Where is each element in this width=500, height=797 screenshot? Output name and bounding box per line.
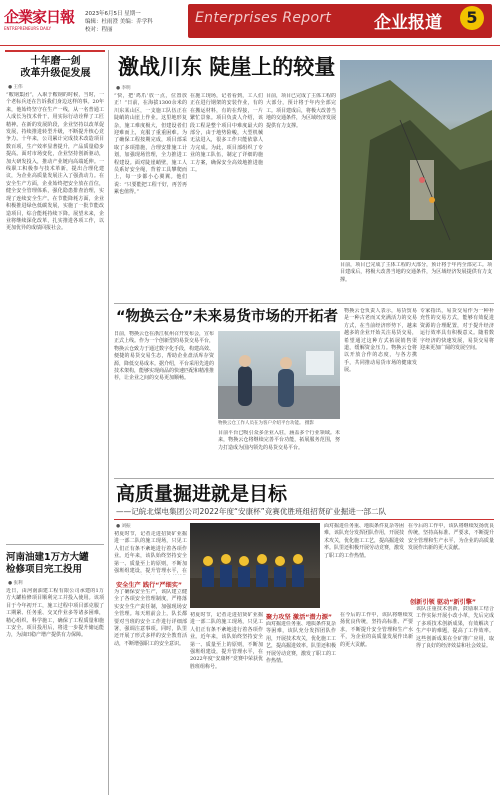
newspaper-logo-en: ENTREPRENEURS DAILY [4,26,52,31]
left-headline: 十年磨一剑 改革升级促发展 [20,56,91,79]
mine-team-scene [190,523,320,608]
feature3-body-col5: 在今后的工作中，该队将继续发扬优良传统，坚持高标准、严要求，不断提升安全管理和生产水平，为企业的高质量发展作出新的更大贡献。 [340,612,413,648]
feature3-body-col2: 初夏时节，记者走进招贤矿业掘进一部二队的施工现场，只见工人们正有条不紊地进行着各项作业。近年来，该队始终坚持安全第一、质量至上的原则，不断加强班组建设，提升管理水平，在2022年度“安康杯”竞赛中荣获优胜班组称号。 [190,612,263,670]
feature3-section-2: 聚力攻坚 激活“潜力源” [266,614,332,621]
feature3-body-top-right: 面对掘进任务重、地质条件复杂等困难，该队充分发挥团队作用，开展技术攻关，优化施工工艺，提高掘进效率。队里还积极开展劳动竞赛，激发了职工的工作热情。 [324,523,404,559]
feature3-body-col6: 该队注重技术创新，鼓励职工结合工作实际开展小改小革，先后完成了多项技术创新成果，有效解决了生产中的难题，提高了工作效率。这些创新成果在全矿推广应用，取得了良好的经济效益和社会效益。 [416,606,494,650]
issue-proofreader: 校对：程丽 [85,27,113,33]
page-number: 5 [460,6,484,30]
feature3-body-col1: 为了确保安全生产，该队建立健全了各项安全管理制度，严格落实安全生产责任制，加强现场安全管理。每天班前会上，队长都要对当班的安全工作进行详细部署，强调注意事项。同时，队里还开展了形式多样的安全教育活动，不断增强职工的安全意识。 [114,589,187,647]
office-scene [218,331,340,419]
left-article-body-2: 近日，由河南油建工程有限公司承建的1万方大罐检修项目顺利完工并投入使用。该项目于今年初开工，施工过程中项目部克服了工期紧、任务重、交叉作业多等诸多困难，精心组织、科学施工，确保了工程质量和施工安全。项目投用后，将进一步提升储运能力，为油田稳产增产提供有力保障。 [6,588,104,639]
main-photo-caption: 目前，项目已完成了主体工程的大部分，预计将于年内全部完工。项目建成后，将极大改善当地的交通条件，为区域经济发展提供有力支撑。 [340,262,492,283]
left-column-divider [6,544,104,545]
issue-info [85,10,180,34]
feature3-subtitle: ——记皖北煤电集团公司2022年度“安康杯”竞赛优胜班组招贤矿业掘进一部二队 [116,507,387,516]
left-article-body: “鞍钢集团”，入职于鞍钢的时候，当时，一个老标兵还在告诉我们身边这样的事。20年来，他始终坚守在生产一线，从一名普通工人成长为技术骨干，用实际行动诠释了工匠精神。在新的发展阶段，企业坚持以改革促发展，持续推进转型升级，不断提升核心竞争力。十年来，公司累计完成技术改造项目数百项，生产效率显著提升，产品质量稳步提高。面对市场变化，企业坚持创新驱动，加大研发投入，推动产业链向高端延伸。一线职工积极参与技术革新，提出合理化建议，为企业高质量发展注入了强劲动力。在安全生产方面，企业始终把安全放在首位，健全安全管理体系，强化隐患排查治理，实现了连续安全生产。在节能降耗方面，企业积极推进绿色低碳发展，实施了一批节能改造项目，综合能耗持续下降。展望未来，企业将继续深化改革，扎实推进各项工作，以更加优异的成绩回报社会。 [6,92,104,232]
newspaper-logo: 企業家日報 [4,8,75,26]
section-title-cn: 企业报道 [374,13,442,33]
feature2-caption: 物换云仓工作人员在为客户介绍平台功能。 摄影 [218,421,314,426]
feature2-body-col1: 日前，物换云仓在浙江杭州召开发布会，宣布正式上线。作为一个创新型的易货交易平台，物换云仓致力于通过数字化手段，构建高效、便捷的易货交易生态，帮助企业盘活库存资源，降低交易成本。据介绍，平台采用先进的技术架构，能够实现商品的快速匹配和精准推荐，让企业之间的交易更加顺畅。 [114,331,214,382]
main-photo-cliff [340,60,492,260]
main-body-col3: 目前，项目已完成了主体工程的大部分，预计将于年内全部完工。项目建成后，将极大改善当地的交通条件，为区域经济发展提供有力支撑。 [266,93,336,129]
column-separator [108,50,109,795]
feature2-divider [114,478,494,479]
feature3-body-col4-top: 在今后的工作中，该队将继续发扬优良传统，坚持高标准、严要求，不断提升安全管理和生产水平，为企业的高质量发展作出新的更大贡献。 [408,523,494,552]
issue-date: 2023年6月5日 星期一 [85,11,141,17]
main-byline: ● 李明 [116,86,131,91]
feature3-body-intro: 初夏时节，记者走进招贤矿业掘进一部二队的施工现场，只见工人们正有条不紊地进行着各项作业。近年来，该队始终坚持安全第一、质量至上的原则，不断加强班组建设，提升管理水平，在 [114,531,187,575]
main-body-col2: 在施工现场，记者看到，工人们正在进行钢架的安装作业，有的在搬运材料，有的在焊接，一片繁忙景象。项目负责人介绍，该段工程是整个项目中难度最大的部分，由于地势险峻，大型机械无法进入，很多工作只能依靠人力完成。为此，项目部组织了专业的施工队伍，制定了详细的施工方案，确保安全高效地推进施工。 [190,93,263,174]
feature3-section-1: 安全生产 践行“严细实” [116,582,182,589]
feature3-rule [114,519,494,520]
feature3-body-col3: 面对掘进任务重、地质条件复杂等困难，该队充分发挥团队作用，开展技术攻关，优化施工工艺，提高掘进效率。队里还积极开展劳动竞赛，激发了职工的工作热情。 [266,621,336,665]
cliff-scene [340,60,492,260]
main-headline: 激战川东 陡崖上的较量 [118,55,336,79]
feature3-headline: 高质量掘进就是目标 [116,483,288,505]
feature3-section-3: 创新引领 驱动“新引擎” [410,599,476,606]
main-divider [114,303,494,304]
feature2-body-col3: 物换云仓负责人表示，易货贸易是一种古老而又充满活力的交易方式，在当前经济形势下，越来越多的企业开始关注易货交易，希望通过这种方式拓展销售渠道，缓解资金压力。物换云仓将以开放合作的态度，与各方携手，共同推动易货市场的健康发展。 [344,308,417,374]
left-byline-2: ● 张利 [8,581,23,586]
feature2-headline: “物换云仓”未来易货市场的开拓者 [116,309,339,325]
section-title-en: Enterprises Report [195,10,332,26]
masthead [0,0,500,46]
main-body-col1: “快，把‘鸡爪’放一点，位置放正！”日前，在海拔1300余米的川东某山区，一支施工队伍正在陡峭的山崖上作业。这里地形复杂，施工难度极大，但建设者们迎难而上，克服了重重困难。为了确保工程按期完成，项目部采取了多项措施，合理安排施工计划，加强现场管理，全力推进工程建设。面对陡崖峭壁，施工人员系好安全绳，背着工具攀爬而上，每一步都小心翼翼。他们说：“只要能把工程干好，再苦再累也值得。” [114,93,187,196]
feature3-byline: ● 刘振 [116,524,131,529]
issue-editors: 编辑：杜雨澄 美编：乔学科 [85,19,153,25]
left-byline: ● 王伟 [8,85,23,90]
feature2-body-col4: 专家指出，易货交易作为一种补充性的交易方式，能够有效促进资源的合理配置，对于提升经济运行效率具有积极意义。随着数字经济的快速发展，易货交易将迎来更加广阔的发展空间。 [420,308,494,352]
feature2-body-col2: 目前平台已吸引众多企业入驻，涵盖多个行业领域。未来，物换云仓将继续完善平台功能，拓展服务范围，努力打造成为国内领先的易货交易平台。 [218,430,340,451]
feature2-photo [218,331,340,419]
left-column-top-rule [5,50,105,52]
left-headline-2: 河南油建1万方大罐 检修项目完工投用 [6,552,89,575]
feature3-photo [190,523,320,608]
